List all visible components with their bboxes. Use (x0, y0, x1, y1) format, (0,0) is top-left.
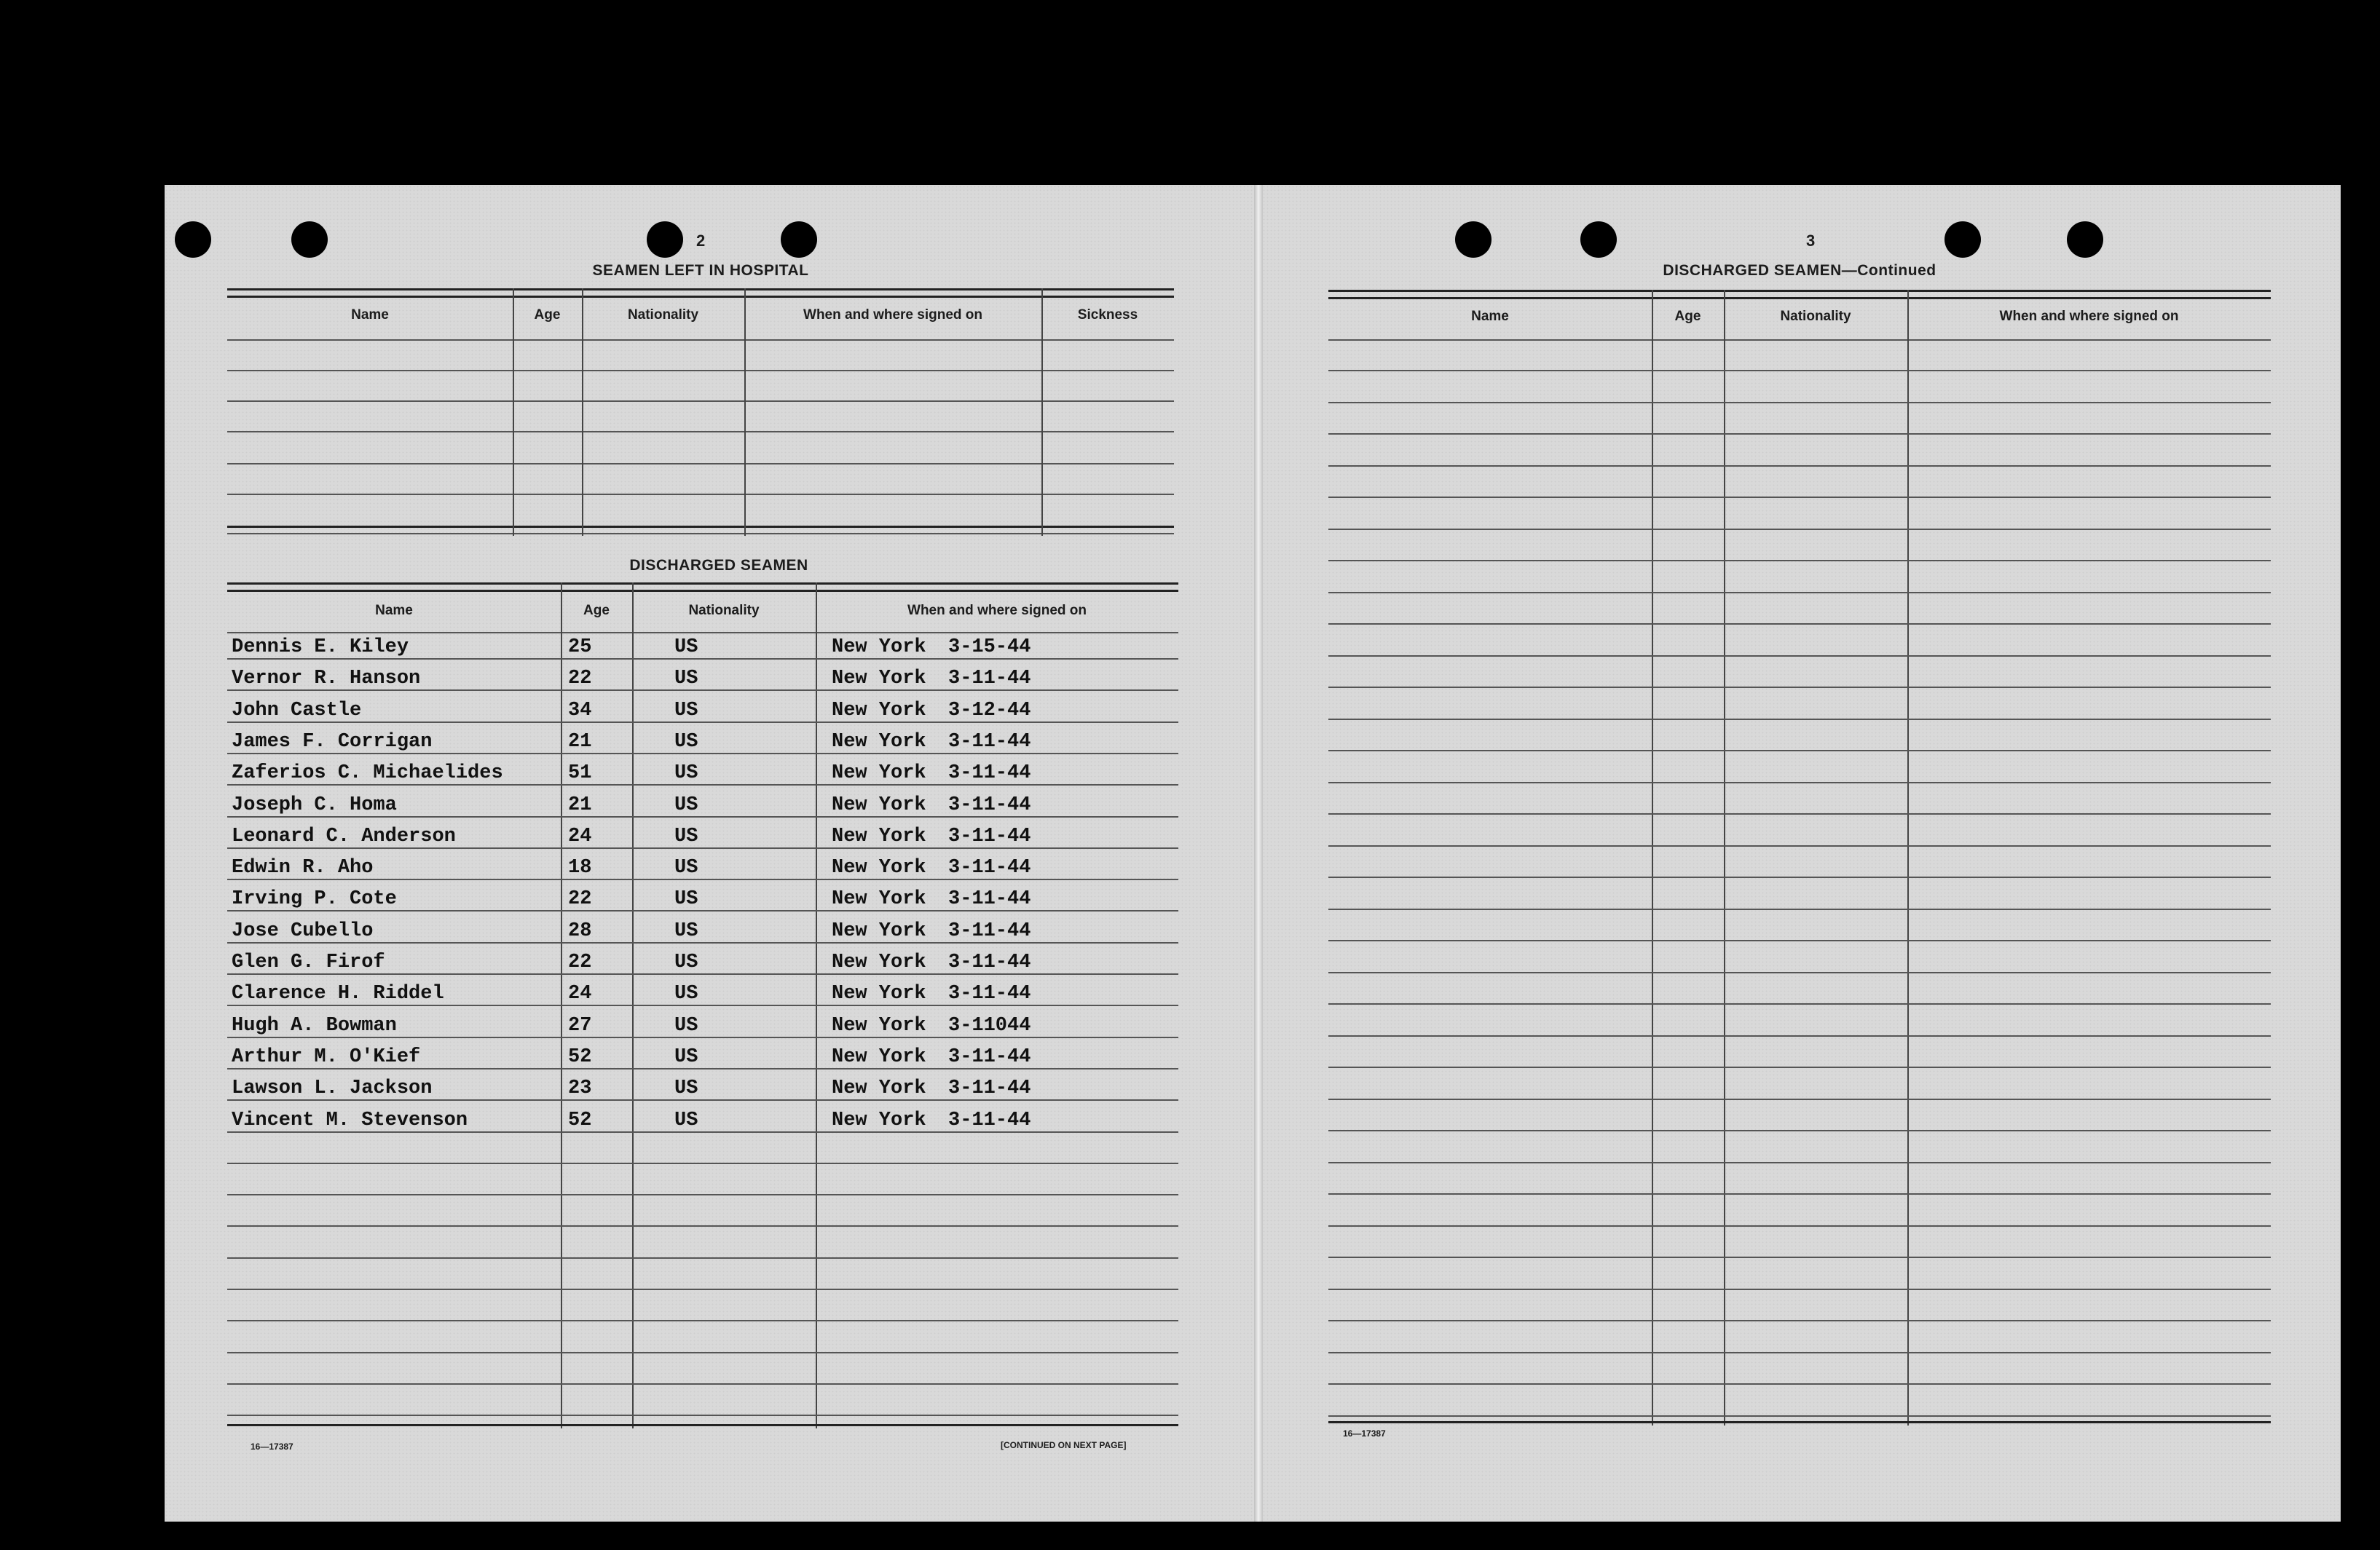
signed-on-date: 3-11-44 (948, 794, 1031, 816)
signed-on-date: 3-11-44 (948, 1078, 1031, 1100)
table-row (227, 793, 1178, 819)
punch-hole (1580, 221, 1617, 258)
signed-on-place: New York (832, 1078, 926, 1100)
column-header-age: Age (583, 603, 610, 618)
seaman-name: James F. Corrigan (232, 730, 433, 753)
seaman-nationality: US (674, 983, 698, 1005)
column-header-name: Name (1471, 309, 1509, 324)
signed-on-date: 3-15-44 (948, 636, 1031, 658)
column-header-signed-on: When and where signed on (803, 307, 982, 323)
punch-hole (175, 221, 211, 258)
seaman-nationality: US (674, 762, 698, 785)
table-row (227, 1076, 1178, 1102)
seaman-nationality: US (674, 920, 698, 942)
signed-on-place: New York (832, 668, 926, 690)
seaman-age: 24 (568, 983, 592, 1005)
seaman-nationality: US (674, 888, 698, 911)
seaman-name: Joseph C. Homa (232, 794, 397, 816)
signed-on-date: 3-11044 (948, 1014, 1031, 1037)
discharged-table (227, 582, 1178, 1428)
seaman-name: Hugh A. Bowman (232, 1014, 397, 1037)
signed-on-date: 3-11-44 (948, 952, 1031, 973)
seaman-nationality: US (674, 952, 698, 973)
seaman-nationality: US (674, 699, 698, 721)
signed-on-place: New York (832, 888, 926, 911)
seaman-name: Leonard C. Anderson (232, 825, 456, 847)
signed-on-date: 3-11-44 (948, 983, 1031, 1005)
signed-on-date: 3-11-44 (948, 857, 1031, 879)
punch-hole (647, 221, 683, 258)
column-header-name: Name (351, 307, 389, 323)
seaman-name: Irving P. Cote (232, 888, 397, 911)
form-number: 16—17387 (1343, 1428, 1386, 1439)
table-row (227, 824, 1178, 850)
punch-hole (291, 221, 328, 258)
table-row (227, 981, 1178, 1008)
seaman-age: 22 (568, 668, 592, 690)
signed-on-place: New York (832, 794, 926, 816)
column-header-nationality: Nationality (1780, 309, 1851, 324)
seaman-name: Vincent M. Stevenson (232, 1109, 468, 1131)
signed-on-place: New York (832, 920, 926, 942)
punch-hole (781, 221, 817, 258)
table-row (227, 887, 1178, 913)
signed-on-place: New York (832, 1014, 926, 1037)
column-header-nationality: Nationality (627, 307, 699, 323)
seaman-name: John Castle (232, 699, 362, 721)
signed-on-date: 3-11-44 (948, 668, 1031, 690)
seaman-age: 22 (568, 952, 592, 973)
table-row (227, 1045, 1178, 1071)
seaman-nationality: US (674, 1045, 698, 1068)
signed-on-date: 3-11-44 (948, 1045, 1031, 1068)
table-row (227, 950, 1178, 976)
table-row (227, 1013, 1178, 1040)
signed-on-place: New York (832, 857, 926, 879)
seaman-age: 23 (568, 1078, 592, 1100)
seaman-age: 21 (568, 794, 592, 816)
table-row (227, 635, 1178, 661)
seaman-name: Vernor R. Hanson (232, 668, 421, 690)
hospital-section-title: SEAMEN LEFT IN HOSPITAL (592, 262, 809, 279)
punch-hole (2067, 221, 2103, 258)
seaman-nationality: US (674, 1109, 698, 1131)
seaman-age: 34 (568, 699, 592, 721)
signed-on-place: New York (832, 1109, 926, 1131)
discharged-continued-title: DISCHARGED SEAMEN—Continued (1663, 262, 1936, 279)
seaman-nationality: US (674, 636, 698, 658)
column-header-name: Name (375, 603, 413, 618)
seaman-name: Edwin R. Aho (232, 857, 374, 879)
page-number: 2 (696, 232, 706, 250)
table-row (227, 855, 1178, 882)
seaman-name: Glen G. Firof (232, 952, 385, 973)
column-header-sickness: Sickness (1077, 307, 1138, 323)
seaman-nationality: US (674, 730, 698, 753)
signed-on-date: 3-11-44 (948, 825, 1031, 847)
seaman-age: 22 (568, 888, 592, 911)
table-row (227, 761, 1178, 787)
seaman-age: 52 (568, 1045, 592, 1068)
seaman-age: 51 (568, 762, 592, 785)
signed-on-place: New York (832, 983, 926, 1005)
table-row (227, 666, 1178, 692)
signed-on-place: New York (832, 730, 926, 753)
column-header-nationality: Nationality (688, 603, 760, 618)
seaman-name: Clarence H. Riddel (232, 983, 444, 1005)
signed-on-place: New York (832, 1045, 926, 1068)
seaman-name: Jose Cubello (232, 920, 374, 942)
seaman-nationality: US (674, 794, 698, 816)
seaman-name: Dennis E. Kiley (232, 636, 409, 658)
column-header-signed-on: When and where signed on (1999, 309, 2179, 324)
seaman-nationality: US (674, 1014, 698, 1037)
table-row (227, 919, 1178, 945)
column-header-signed-on: When and where signed on (907, 603, 1087, 618)
seaman-nationality: US (674, 668, 698, 690)
seaman-age: 27 (568, 1014, 592, 1037)
signed-on-place: New York (832, 699, 926, 721)
punch-hole (1944, 221, 1981, 258)
seaman-name: Arthur M. O'Kief (232, 1045, 421, 1068)
seaman-age: 18 (568, 857, 592, 879)
signed-on-date: 3-11-44 (948, 1109, 1031, 1131)
hospital-table (227, 288, 1174, 536)
table-row (227, 729, 1178, 756)
seaman-age: 28 (568, 920, 592, 942)
seaman-age: 24 (568, 825, 592, 847)
discharged-section-title: DISCHARGED SEAMEN (629, 557, 808, 574)
discharged-continued-table (1328, 290, 2271, 1426)
continued-note: [CONTINUED ON NEXT PAGE] (1001, 1440, 1127, 1450)
seaman-name: Lawson L. Jackson (232, 1078, 433, 1100)
signed-on-place: New York (832, 952, 926, 973)
seaman-age: 52 (568, 1109, 592, 1131)
signed-on-date: 3-11-44 (948, 762, 1031, 785)
seaman-name: Zaferios C. Michaelides (232, 762, 503, 785)
seaman-nationality: US (674, 1078, 698, 1100)
page-number: 3 (1806, 232, 1816, 250)
seaman-age: 25 (568, 636, 592, 658)
signed-on-date: 3-11-44 (948, 730, 1031, 753)
column-header-age: Age (534, 307, 561, 323)
signed-on-date: 3-11-44 (948, 888, 1031, 911)
column-header-age: Age (1674, 309, 1701, 324)
signed-on-place: New York (832, 825, 926, 847)
seaman-nationality: US (674, 857, 698, 879)
table-row (227, 698, 1178, 724)
form-number: 16—17387 (251, 1442, 293, 1452)
signed-on-date: 3-12-44 (948, 699, 1031, 721)
seaman-nationality: US (674, 825, 698, 847)
signed-on-date: 3-11-44 (948, 920, 1031, 942)
page-fold (1254, 185, 1263, 1522)
seaman-age: 21 (568, 730, 592, 753)
signed-on-place: New York (832, 762, 926, 785)
punch-hole (1455, 221, 1492, 258)
signed-on-place: New York (832, 636, 926, 658)
table-row (227, 1108, 1178, 1134)
